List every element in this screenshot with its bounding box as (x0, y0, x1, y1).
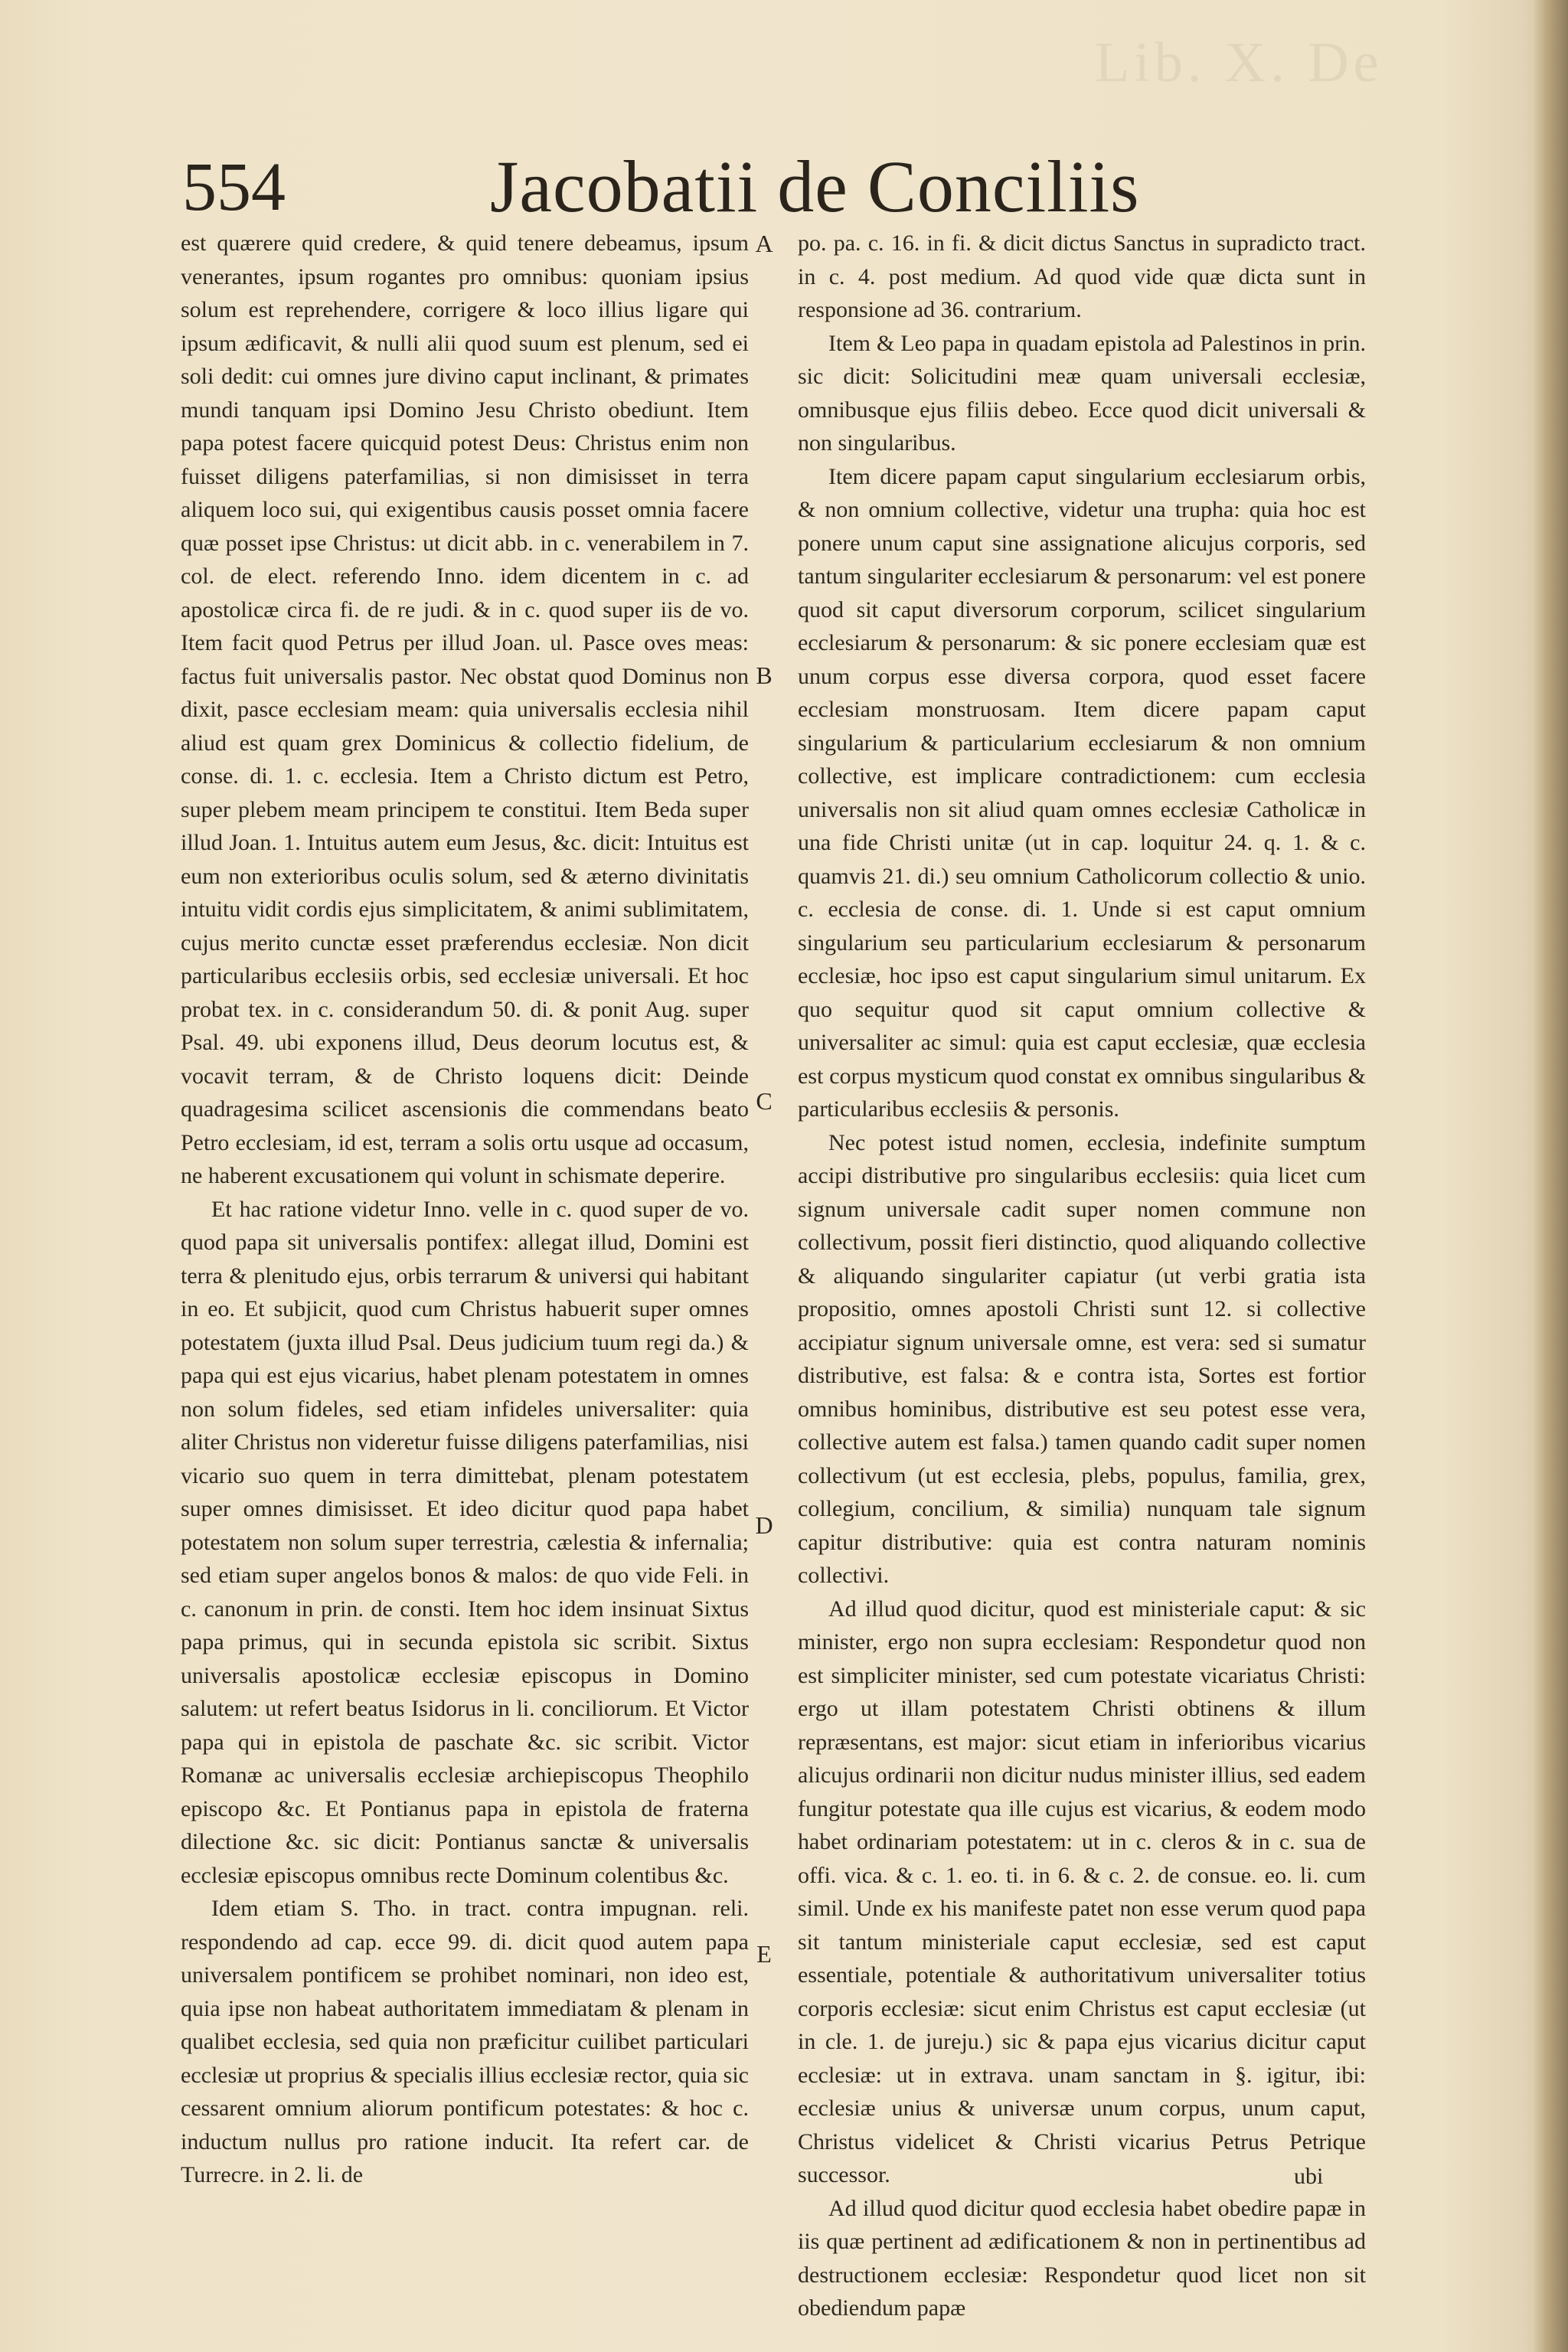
bleed-through-text: Lib. X. De (1095, 31, 1383, 94)
right-paragraph-1: po. pa. c. 16. in fi. & dicit dictus Sanctus in supradicto tract. in c. 4. post medium. Ad quod vide quæ dicta sunt in responsione ad 36. contrarium. (798, 230, 1366, 322)
right-paragraph-3: Item dicere papam caput singularium ecclesiarum orbis, & non omnium collective, videtur una trupha: quia hoc est ponere unum caput sine assignatione alicujus corporis, sed tantum singulariter ecclesiarum & personarum: vel est ponere quod sit caput diversorum corporum, scilicet singularium ecclesiarum & personarum: & sic ponere ecclesiam quæ est unum corpus esse diversa corpora, quod esset facere ecclesiam monstruosam. Item dicere papam caput singularium & particularium ecclesiarum & non omnium collective, est implicare contradictionem: cum ecclesia universalis non sit aliud quam omnes ecclesiæ Catholicæ in una fide Christi unitæ (ut in cap. loquitur 24. q. 1. & c. quamvis 21. di.) seu omnium Catholicorum collectio & unio. c. ecclesia de conse. di. 1. Unde si est caput omnium singularium seu particularium ecclesiarum & personarum ecclesiæ, hoc ipso est caput singularium simul unitarum. Ex quo sequitur quod sit caput omnium collective & universaliter ac simul: quia est caput ecclesiæ, quæ ecclesia est corpus mysticum quod constat ex omnibus singularibus & particularibus ecclesiis & personis. (798, 463, 1366, 1122)
margin-letter-d: D (755, 1511, 773, 1539)
left-paragraph-1: est quærere quid credere, & quid tenere debeamus, ipsum venerantes, ipsum rogantes pro omnibus: quoniam ipsius solum est reprehendere, corrigere & loco illius ligare qui ipsum ædificavit, & nulli alii quod suum est plenum, sed ei soli dedit: cui omnes jure divino caput inclinant, & primates mundi tanquam ipsi Domino Jesu Christo obediunt. Item papa potest facere quicquid potest Deus: Christus enim non fuisset diligens paterfamilias, si non dimisisset in terra aliquem loco sui, qui exigentibus causis posset omnia facere quæ posset ipse Christus: ut dicit abb. in c. venerabilem in 7. col. de elect. referendo Inno. idem dicentem in c. ad apostolicæ circa fi. de re judi. & in c. quod super iis de vo. Item facit quod Petrus per illud Joan. ul. Pasce oves meas: factus fuit universalis pastor. Nec obstat quod Dominus non dixit, pasce ecclesiam meam: quia universalis ecclesia nihil aliud est quam grex Dominicus & collectio fidelium, de conse. di. 1. c. ecclesia. Item a Christo dictum est Petro, super plebem meam principem te constitui. Item Beda super illud Joan. 1. Intuitus autem eum Jesus, &c. dicit: Intuitus est eum non exterioribus oculis solum, sed & æterno divinitatis intuitu vidit cordis ejus simplicitatem, & animi sublimitatem, cujus merito cunctæ esset præferendus ecclesiæ. Non dicit particularibus ecclesiis orbis, sed ecclesiæ universali. Et hoc probat tex. in c. considerandum 50. di. & ponit Aug. super Psal. 49. ubi exponens illud, Deus deorum locutus est, & vocavit terram, & de Christo loquens dicit: Deinde quadragesima scilicet ascensionis die commendans beato Petro ecclesiam, id est, terram a solis ortu usque ad occasum, ne haberent excusationem qui volunt in schismate deperire. (181, 230, 749, 1188)
margin-letter-a: A (755, 230, 773, 257)
page-edge (1534, 0, 1568, 2352)
right-column (798, 227, 1366, 2325)
left-column (181, 227, 749, 2192)
page-number: 554 (182, 149, 286, 225)
running-title: Jacobatii de Conciliis (490, 145, 1140, 227)
margin-letter-e: E (756, 1940, 772, 1968)
right-paragraph-5: Ad illud quod dicitur, quod est ministeriale caput: & sic minister, ergo non supra ecclesiam: Respondetur quod non est simpliciter minister, sed cum potestate vicariatus Christi: ergo ut illam potestatem Christi obtinens & illum repræsentans, est major: sicut etiam in inferioribus vicarius alicujus ordinarii non dicitur nudus minister illius, sed eadem fungitur potestate qua ille cujus est vicarius, & eodem modo habet ordinariam potestatem: ut in c. cleros & in c. sua de offi. vica. & c. 1. eo. ti. in 6. & c. 2. de consue. eo. li. cum simil. Unde ex his manifeste patet non esse verum quod papa sit tantum ministeriale caput ecclesiæ, sed est caput essentiale, potentiale & authoritativum universaliter totius corporis ecclesiæ: sicut enim Christus est caput ecclesiæ (ut in cle. 1. de jureju.) sic & papa ejus vicarius dicitur caput ecclesiæ: ut in extrava. unam sanctam in §. igitur, ibi: ecclesiæ unius & universæ unum corpus, unum caput, Christus videlicet & Christi vicarius Petrus Petrique successor. (798, 1596, 1366, 2187)
right-paragraph-4: Nec potest istud nomen, ecclesia, indefinite sumptum accipi distributive pro singularibus ecclesiis: quia licet cum signum universale cadit super nomen commune non collectivum, possit fieri distinctio, quod aliquando collective & aliquando singulariter capiatur (ut verbi gratia ista propositio, omnes apostoli Christi sunt 12. si collective accipiatur signum universale omne, est vera: sed si sumatur distributive, est falsa: & e contra ista, Sortes est fortior omnibus hominibus, distributive est seu potest esse vera, collective autem est falsa.) tamen quando cadit super nomen collectivum (ut est ecclesia, plebs, populus, familia, grex, collegium, concilium, & similia) nunquam tale signum capitur distributive: quia est contra naturam nominis collectivi. (798, 1129, 1366, 1588)
margin-letter-b: B (756, 662, 773, 689)
right-paragraph-6: Ad illud quod dicitur quod ecclesia habet obedire papæ in iis quæ pertinent ad ædificationem & non in pertinentibus ad destructionem ecclesiæ: Respondetur quod licet non sit obediendum papæ (798, 2195, 1366, 2321)
catchword: ubi (1294, 2164, 1324, 2189)
left-paragraph-3: Idem etiam S. Tho. in tract. contra impugnan. reli. respondendo ad cap. ecce 99. di. dicit quod autem papa universalem pontificem se prohibet nominari, non ideo est, quia ipse non habeat authoritatem immediatam & plenam in qualibet ecclesia, sed quia non præficitur cuilibet particulari ecclesiæ ut proprius & specialis illius ecclesiæ rector, quia sic cessarent omnium aliorum pontificum potestates: & hoc c. inductum nullus pro ratione inducit. Ita refert car. de Turrecre. in 2. li. de (181, 1896, 749, 2187)
margin-letter-c: C (756, 1087, 773, 1115)
left-paragraph-2: Et hac ratione videtur Inno. velle in c. quod super de vo. quod papa sit universalis pontifex: allegat illud, Domini est terra & plenitudo ejus, orbis terrarum & universi qui habitant in eo. Et subjicit, quod cum Christus habuerit super omnes potestatem (juxta illud Psal. Deus judicium tuum regi da.) & papa qui est ejus vicarius, habet plenam potestatem in omnes non solum fideles, sed etiam infideles universaliter: quia aliter Christus non videretur fuisse diligens paterfamilias, nisi vicario suo quem in terra dimittebat, plenam potestatem super omnes dimisisset. Et ideo dicitur quod papa habet potestatem non solum super terrestria, cælestia & infernalia; sed etiam super angelos bonos & malos: de quo vide Feli. in c. canonum in prin. de consti. Item hoc idem insinuat Sixtus papa primus, qui in secunda epistola sic scribit. Sixtus universalis apostolicæ ecclesiæ episcopus in Domino salutem: ut refert beatus Isidorus in li. conciliorum. Et Victor papa qui in epistola de paschate &c. sic scribit. Victor Romanæ ac universalis ecclesiæ archiepiscopus Theophilo episcopo &c. Et Pontianus papa in epistola de fraterna dilectione &c. sic dicit: Pontianus sanctæ & universalis ecclesiæ episcopus omnibus recte Dominum colentibus &c. (181, 1196, 749, 1888)
right-paragraph-2: Item & Leo papa in quadam epistola ad Palestinos in prin. sic dicit: Solicitudini meæ quam universali ecclesiæ, omnibusque ejus filiis debeo. Ecce quod dicit universali & non singularibus. (798, 330, 1366, 456)
